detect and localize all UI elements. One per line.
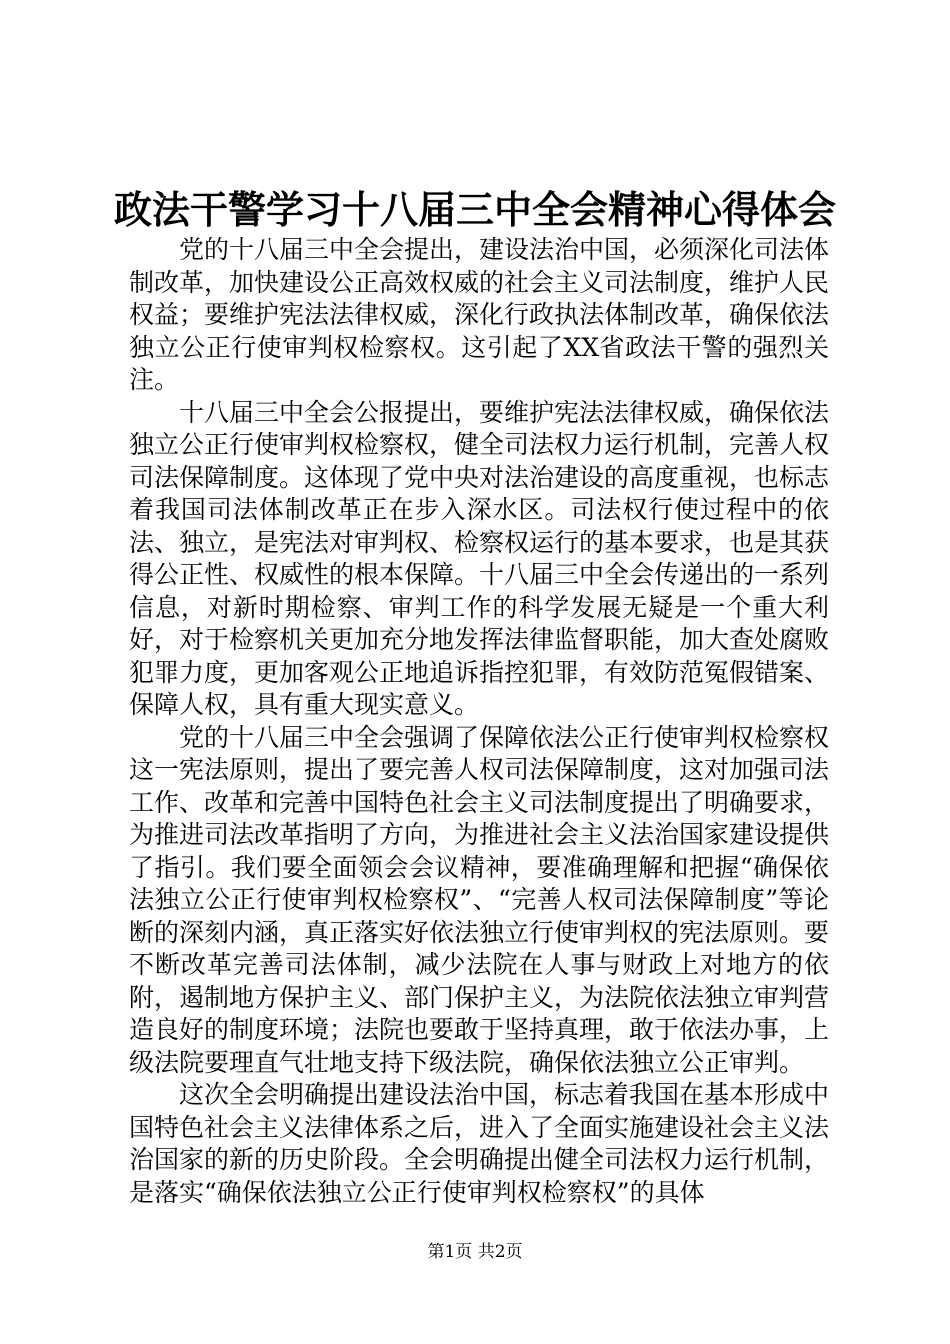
page-number-footer: 第1页 共2页 [427, 1242, 523, 1262]
paragraph-4: 这次全会明确提出建设法治中国，标志着我国在基本形成中国特色社会主义法律体系之后，进入了全面实施建设社会主义法治国家的新的历史阶段。全会明确提出健全司法权力运行机制，是落实“确保依法独立公正行使审判权检察权”的具体 [129, 1080, 830, 1207]
paragraph-2: 十八届三中全会公报提出，要维护宪法法律权威，确保依法独立公正行使审判权检察权，健全司法权力运行机制，完善人权司法保障制度。这体现了党中央对法治建设的高度重视，也标志着我国司法体制改革正在步入深水区。司法权行使过程中的依法、独立，是宪法对审判权、检察权运行的基本要求，也是其获得公正性、权威性的根本保障。十八届三中全会传递出的一系列信息，对新时期检察、审判工作的科学发展无疑是一个重大利好，对于检察机关更加充分地发挥法律监督职能，加大查处腐败犯罪力度，更加客观公正地追诉指控犯罪，有效防范冤假错案、保障人权，具有重大现实意义。 [129, 397, 830, 719]
paragraph-1: 党的十八届三中全会提出，建设法治中国，必须深化司法体制改革，加快建设公正高效权威的社会主义司法制度，维护人民权益；要维护宪法法律权威，深化行政执法体制改革，确保依法独立公正行使审判权检察权。这引起了XX省政法干警的强烈关注。 [129, 235, 830, 394]
document-title: 政法干警学习十八届三中全会精神心得体会 [113, 187, 836, 232]
document-body [129, 234, 829, 1209]
paragraph-3: 党的十八届三中全会强调了保障依法公正行使审判权检察权这一宪法原则，提出了要完善人权司法保障制度，这对加强司法工作、改革和完善中国特色社会主义司法制度提出了明确要求，为推进司法改革指明了方向，为推进社会主义法治国家建设提供了指引。我们要全面领会会议精神，要准确理解和把握“确保依法独立公正行使审判权检察权”、“完善人权司法保障制度”等论断的深刻内涵，真正落实好依法独立行使审判权的宪法原则。要不断改革完善司法体制，减少法院在人事与财政上对地方的依附，遏制地方保护主义、部门保护主义，为法院依法独立审判营造良好的制度环境；法院也要敢于坚持真理，敢于依法办事，上级法院要理直气壮地支持下级法院，确保依法独立公正审判。 [129, 722, 830, 1077]
